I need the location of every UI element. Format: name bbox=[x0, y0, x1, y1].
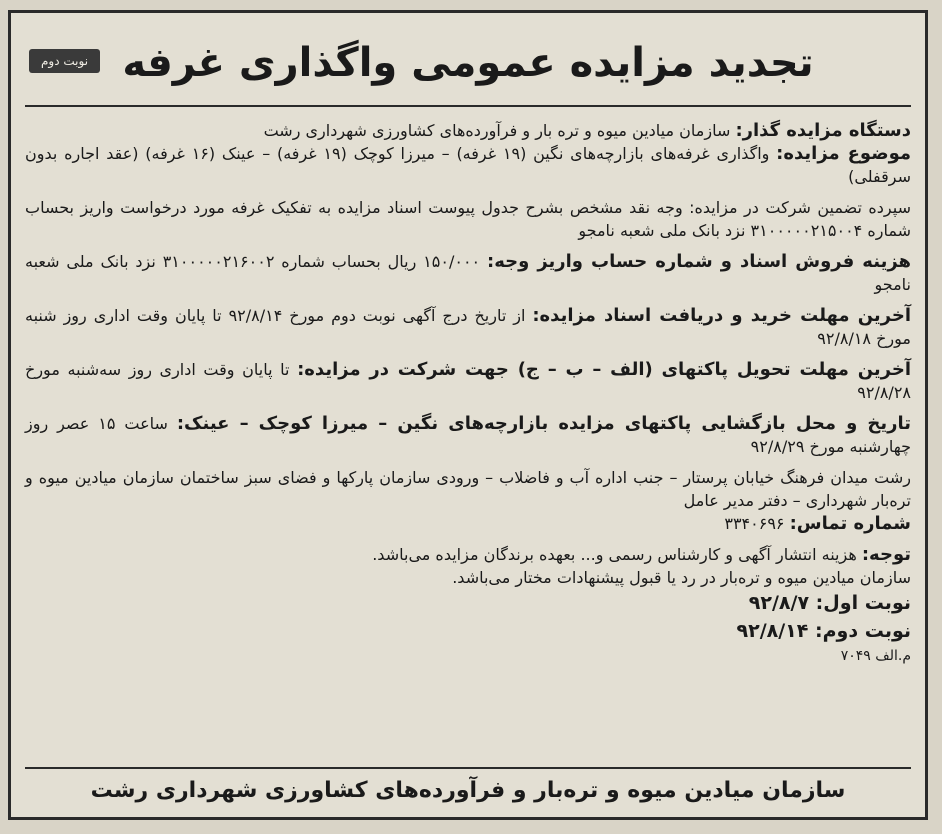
docs-fee-line bbox=[25, 250, 911, 296]
notice-frame bbox=[8, 10, 928, 820]
opening-label: تاریخ و محل بازگشایی پاکتهای مزایده بازارچه‌های نگین – میرزا کوچک – عینک: bbox=[176, 413, 912, 434]
purchase-deadline-label: آخرین مهلت خرید و دریافت اسناد مزایده: bbox=[532, 305, 911, 326]
note-label: توجه: bbox=[861, 544, 911, 565]
subject-label: موضوع مزایده: bbox=[776, 143, 912, 164]
purchase-deadline-value: از تاریخ درج آگهی نوبت دوم مورخ ۹۲/۸/۱۴ تا پایان وقت اداری روز شنبه مورخ ۹۲/۸/۱۸ bbox=[25, 306, 911, 348]
contact-value: ۳۳۴۰۶۹۶ bbox=[724, 514, 790, 533]
contact-line bbox=[25, 512, 911, 535]
delivery-deadline-line bbox=[25, 358, 911, 404]
organizer-label: دستگاه مزایده گذار: bbox=[735, 120, 911, 141]
organizer-value: سازمان میادین میوه و تره بار و فرآورده‌های کشاورزی شهرداری رشت bbox=[263, 121, 736, 140]
organizer-line bbox=[25, 119, 911, 142]
rights-text: سازمان میادین میوه و تره‌بار در رد یا قبول پیشنهادات مختار می‌باشد. bbox=[452, 568, 911, 587]
opening-line bbox=[25, 412, 911, 458]
docs-fee-value: ۱۵۰/۰۰۰ ریال بحساب شماره ۳۱۰۰۰۰۰۲۱۶۰۰۲ نزد بانک ملی شعبه نامجو bbox=[25, 252, 911, 294]
address-text: رشت میدان فرهنگ خیابان پرستار – جنب اداره آب و فاضلاب – ورودی سازمان پارکها و فضای سبز ساختمان سازمان میادین میوه و تره‌بار شهرداری – دفتر مدیر عامل bbox=[25, 468, 911, 510]
delivery-deadline-label: آخرین مهلت تحویل پاکتهای (الف – ب – ج) جهت شرکت در مزایده: bbox=[297, 359, 911, 380]
subject-value: واگذاری غرفه‌های بازارچه‌های نگین (۱۹ غرفه) – میرزا کوچک (۱۹ غرفه) – عینک (۱۶ غرفه) (عقد اجاره بدون سرقفلی) bbox=[25, 144, 911, 186]
notice-title: تجدید مزایده عمومی واگذاری غرفه bbox=[122, 40, 814, 86]
opening-value: ساعت ۱۵ عصر روز چهارشنبه مورخ ۹۲/۸/۲۹ bbox=[25, 414, 911, 456]
contact-label: شماره تماس: bbox=[789, 513, 911, 534]
delivery-deadline-value: تا پایان وقت اداری روز سه‌شنبه مورخ ۹۲/۸/۲۸ bbox=[25, 360, 911, 402]
docs-fee-label: هزینه فروش اسناد و شماره حساب واریز وجه: bbox=[487, 251, 912, 272]
notice-body bbox=[25, 107, 911, 667]
note-value: هزینه انتشار آگهی و کارشناس رسمی و... بعهده برندگان مزایده می‌باشد. bbox=[372, 545, 862, 564]
notice-header bbox=[25, 21, 911, 107]
first-round-date: نوبت اول: ۹۲/۸/۷ bbox=[748, 592, 911, 614]
note-line bbox=[25, 543, 911, 566]
notice-content bbox=[25, 21, 911, 811]
purchase-deadline-line bbox=[25, 304, 911, 350]
round-badge: نوبت دوم bbox=[29, 49, 100, 73]
subject-line bbox=[25, 142, 911, 188]
notice-footer: سازمان میادین میوه و تره‌بار و فرآورده‌های کشاورزی شهرداری رشت bbox=[25, 767, 911, 811]
guarantee-text: سپرده تضمین شرکت در مزایده: وجه نقد مشخص بشرح جدول پیوست اسناد مزایده به تفکیک غرفه مورد درخواست واریز بحساب شماره ۳۱۰۰۰۰۰۲۱۵۰۰۴ نزد بانک ملی شعبه نامجو bbox=[25, 198, 911, 240]
reference-code: م.الف ۷۰۴۹ bbox=[840, 648, 911, 664]
second-round-date: نوبت دوم: ۹۲/۸/۱۴ bbox=[736, 620, 911, 642]
